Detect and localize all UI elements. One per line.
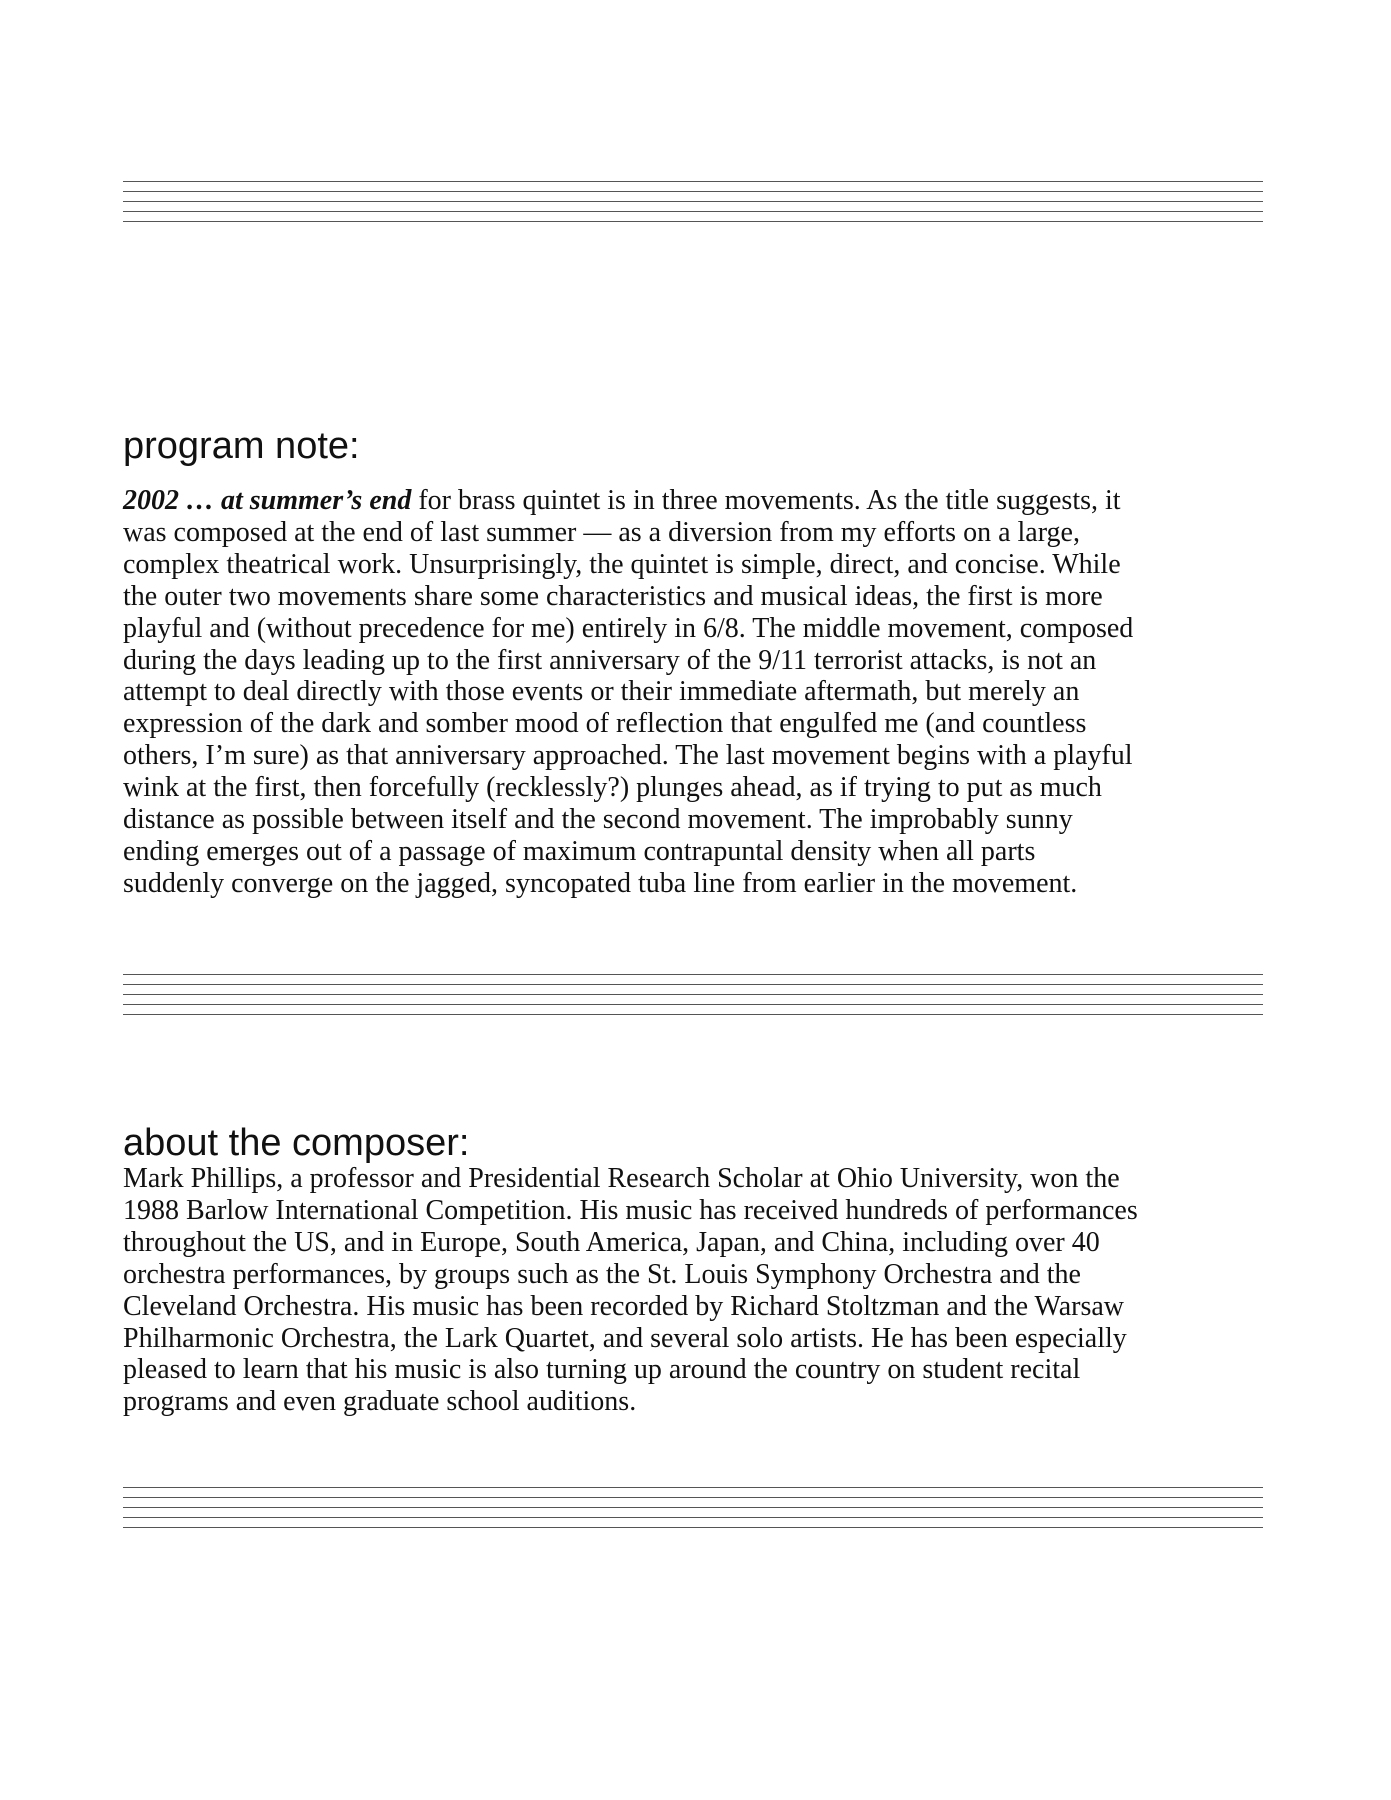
staff-line (123, 984, 1263, 985)
about-composer-line: Philharmonic Orchestra, the Lark Quartet, and several solo artists. He has been especially (123, 1322, 1127, 1354)
about-composer-line: throughout the US, and in Europe, South America, Japan, and China, including over 40 (123, 1226, 1100, 1258)
staff-line (123, 211, 1263, 212)
program-note-line: ending emerges out of a passage of maximum contrapuntal density when all parts (123, 835, 1036, 867)
about-composer-text (123, 1163, 1138, 1418)
about-composer-line: programs and even graduate school auditions. (123, 1386, 637, 1418)
staff-line (123, 1014, 1263, 1015)
program-note-text (123, 485, 1133, 900)
program-note-line: distance as possible between itself and the second movement. The improbably sunny (123, 804, 1073, 836)
music-staff-top (123, 181, 1263, 221)
program-note-line: playful and (without precedence for me) entirely in 6/8. The middle movement, composed (123, 612, 1134, 644)
program-note-line: attempt to deal directly with those events or their immediate aftermath, but merely an (123, 676, 1080, 708)
music-staff-middle (123, 974, 1263, 1014)
work-title: 2002 … at summer’s end (123, 485, 412, 516)
program-note-line: wink at the first, then forcefully (recklessly?) plunges ahead, as if trying to put as much (123, 772, 1102, 804)
about-composer-line: Cleveland Orchestra. His music has been recorded by Richard Stoltzman and the Warsaw (123, 1290, 1125, 1322)
program-note-line: suddenly converge on the jagged, syncopated tuba line from earlier in the movement. (123, 867, 1078, 899)
program-note-line: expression of the dark and somber mood of reflection that engulfed me (and countless (123, 708, 1087, 740)
staff-line (123, 1487, 1263, 1488)
program-note-line: during the days leading up to the first anniversary of the 9/11 terrorist attacks, is not an (123, 644, 1097, 676)
about-composer-line: pleased to learn that his music is also turning up around the country on student recital (123, 1354, 1081, 1386)
staff-line (123, 1004, 1263, 1005)
staff-line (123, 974, 1263, 975)
about-composer-line: 1988 Barlow International Competition. His music has received hundreds of performances (123, 1194, 1138, 1226)
about-composer-line: Mark Phillips, a professor and Presidential Research Scholar at Ohio University, won the (123, 1163, 1120, 1194)
staff-line (123, 1527, 1263, 1528)
staff-line (123, 221, 1263, 222)
program-note-line: 2002 … at summer’s end for brass quintet is in three movements. As the title suggests, it (123, 485, 1121, 516)
music-staff-bottom (123, 1487, 1263, 1527)
program-note-line: complex theatrical work. Unsurprisingly, the quintet is simple, direct, and concise. While (123, 548, 1121, 580)
staff-line (123, 1517, 1263, 1518)
staff-line (123, 201, 1263, 202)
program-note-heading: program note: (123, 425, 360, 467)
program-note-line: others, I’m sure) as that anniversary approached. The last movement begins with a playful (123, 740, 1133, 772)
program-note-line: the outer two movements share some characteristics and musical ideas, the first is more (123, 580, 1103, 612)
about-composer-line: orchestra performances, by groups such as the St. Louis Symphony Orchestra and the (123, 1258, 1081, 1290)
staff-line (123, 1497, 1263, 1498)
program-note-line: was composed at the end of last summer — as a diversion from my efforts on a large, (123, 516, 1080, 548)
staff-line (123, 994, 1263, 995)
staff-line (123, 1507, 1263, 1508)
about-composer-heading: about the composer: (123, 1122, 470, 1164)
staff-line (123, 191, 1263, 192)
staff-line (123, 181, 1263, 182)
